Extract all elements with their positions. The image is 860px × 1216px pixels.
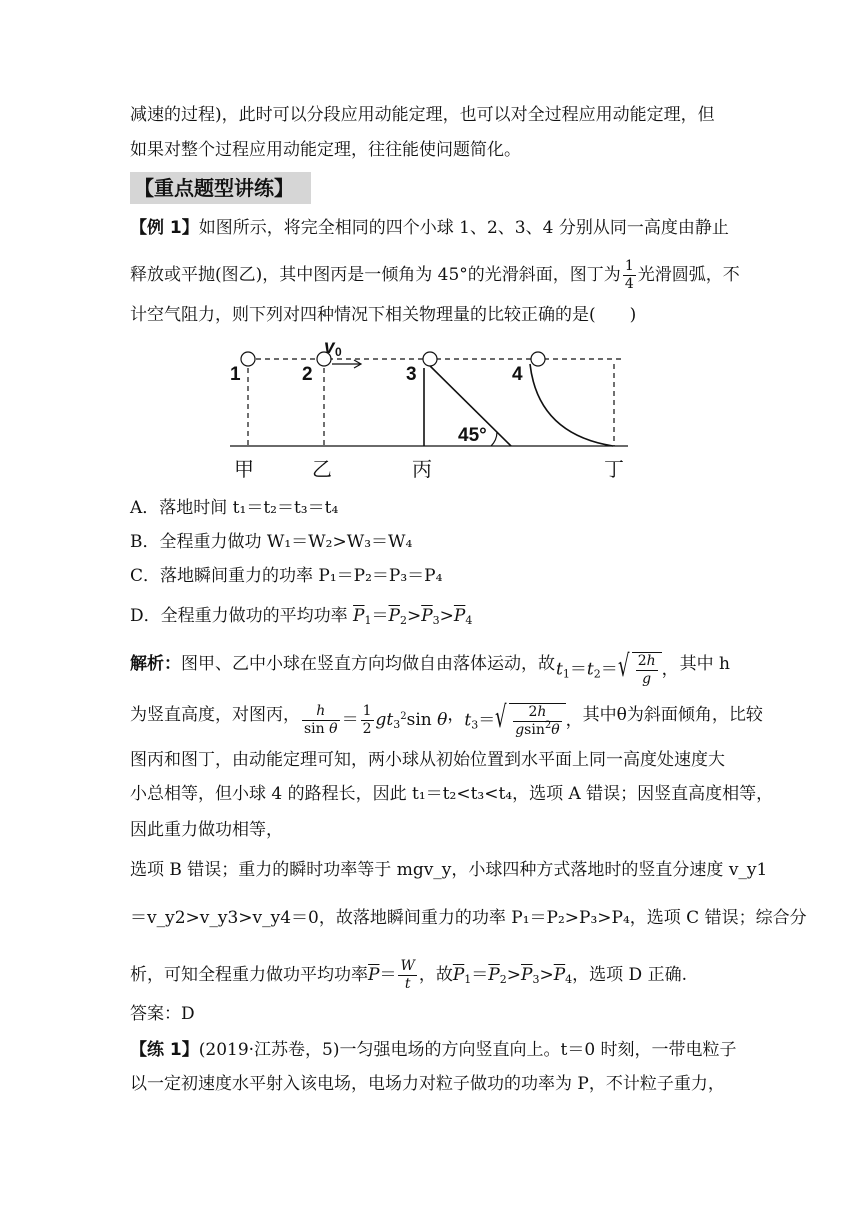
- solution-line: 因此重力做功相等，: [130, 820, 283, 840]
- angle-arc: [491, 432, 497, 446]
- example-line: [130, 216, 730, 240]
- answer: 答案：D: [130, 1004, 195, 1024]
- quarter-fraction: [623, 258, 636, 293]
- example-text: 光滑圆弧，不: [637, 265, 740, 285]
- figure-label-yi: 乙: [312, 457, 332, 481]
- solution-text: 其中θ为斜面倾角，比较: [582, 705, 763, 725]
- example-text: 如图所示，将完全相同的四个小球 1、2、3、4 分别从同一高度由静止: [198, 218, 729, 238]
- fraction-numerator: 1: [624, 258, 634, 274]
- quarter-arc: [530, 364, 613, 446]
- solution-text: 其中 h: [679, 654, 730, 674]
- option-d-text: D．全程重力做功的平均功率: [130, 606, 348, 626]
- option-b: B．全程重力做功 W₁＝W₂>W₃＝W₄: [130, 532, 413, 552]
- option-d: D．全程重力做功的平均功率 $\overline{P}_1=\overline{P}_2>\overline{P}_3>\overline{P}_4$: [130, 606, 473, 627]
- ball-label-3: 3: [406, 364, 417, 385]
- velocity-subscript: 0: [335, 345, 342, 359]
- solution-line: 析，可知全程重力做功平均功率$\overline{P}=$ $\frac{W}{t}$ ，故$\overline{P}_1=\overline{P}_2>\overline{P}_3>\overline{P}_4$，选项 D 正确.: [130, 958, 687, 992]
- fraction-denominator: 4: [624, 276, 634, 292]
- practice-text: (2019·江苏卷，5)一匀强电场的方向竖直向上。t＝0 时刻，一带电粒子: [198, 1040, 737, 1060]
- solution-text: 析，可知全程重力做功平均功率: [130, 965, 368, 985]
- velocity-label: v: [324, 337, 335, 358]
- figure-label-ding: 丁: [604, 457, 624, 481]
- intro-line: 如果对整个过程应用动能定理，往往能使问题简化。: [130, 140, 521, 160]
- ball-label-4: 4: [512, 364, 523, 385]
- solution-line: 图丙和图丁，由动能定理可知，两小球从初始位置到水平面上同一高度处速度大: [130, 750, 725, 770]
- solution-label: 解析：: [130, 654, 181, 674]
- option-a: A．落地时间 t₁＝t₂＝t₃＝t₄: [130, 498, 339, 518]
- example-line: 计空气阻力，则下列对四种情况下相关物理量的比较正确的是( ): [130, 305, 637, 325]
- practice-line: [130, 1038, 737, 1062]
- sqrt-formula: √ $\frac{2h}{gsin^2\theta}$: [495, 703, 565, 739]
- solution-text: ，: [447, 705, 465, 725]
- solution-line: ＝v_y2>v_y3>v_y4＝0，故落地瞬间重力的功率 P₁＝P₂>P₃>P₄，选项 C 错误；综合分: [130, 908, 807, 928]
- ball-3: [423, 352, 437, 366]
- four-balls-figure: [228, 334, 638, 484]
- section-heading: 【重点题型讲练】: [130, 172, 311, 204]
- angle-label: 45°: [458, 425, 487, 446]
- solution-line: 小总相等，但小球 4 的路程长，因此 t₁＝t₂<t₃<t₄，选项 A 错误；因竖直高度相等，: [130, 784, 774, 804]
- solution-line: 为竖直高度，对图丙， $\frac{h}{\text{sin θ}}$ ＝ $\frac{1}{2}$ $gt_3^2\sin$ θ ， $t_3=$ √ $\frac{2h}{gsin^2\theta}$ ， 其中θ为斜面倾角，比较: [130, 700, 763, 738]
- figure-label-bing: 丙: [412, 457, 432, 481]
- ball-label-1: 1: [230, 364, 241, 385]
- intro-line: 减速的过程)，此时可以分段应用动能定理，也可以对全过程应用动能定理，但: [130, 105, 715, 125]
- sqrt-formula: √ $\frac{2h}{g}$: [618, 652, 662, 688]
- solution-text: 为竖直高度，对图丙，: [130, 705, 300, 725]
- solution-text: 图甲、乙中小球在竖直方向均做自由落体运动，故: [181, 654, 555, 674]
- solution-line: 解析：图甲、乙中小球在竖直方向均做自由落体运动，故 $t_1=t_2=$ √ $\frac{2h}{g}$ ， 其中 h: [130, 649, 730, 687]
- ball-label-2: 2: [302, 364, 313, 385]
- example-tag: 【例 1】: [130, 218, 199, 238]
- solution-text: ，选项 D 正确.: [572, 965, 687, 985]
- ball-1: [241, 352, 255, 366]
- example-line: [130, 258, 740, 293]
- practice-line: 以一定初速度水平射入该电场，电场力对粒子做功的功率为 P，不计粒子重力，: [130, 1074, 725, 1094]
- figure-label-jia: 甲: [234, 457, 254, 481]
- example-text: 释放或平抛(图乙)，其中图丙是一倾角为 45°的光滑斜面，图丁为: [130, 265, 621, 285]
- solution-text: ，故: [418, 965, 453, 985]
- option-c: C．落地瞬间重力的功率 P₁＝P₂＝P₃＝P₄: [130, 566, 443, 586]
- ball-4: [531, 352, 545, 366]
- solution-line: 选项 B 错误；重力的瞬时功率等于 mgv_y，小球四种方式落地时的竖直分速度 v_y1: [130, 860, 768, 880]
- practice-tag: 【练 1】: [130, 1040, 199, 1060]
